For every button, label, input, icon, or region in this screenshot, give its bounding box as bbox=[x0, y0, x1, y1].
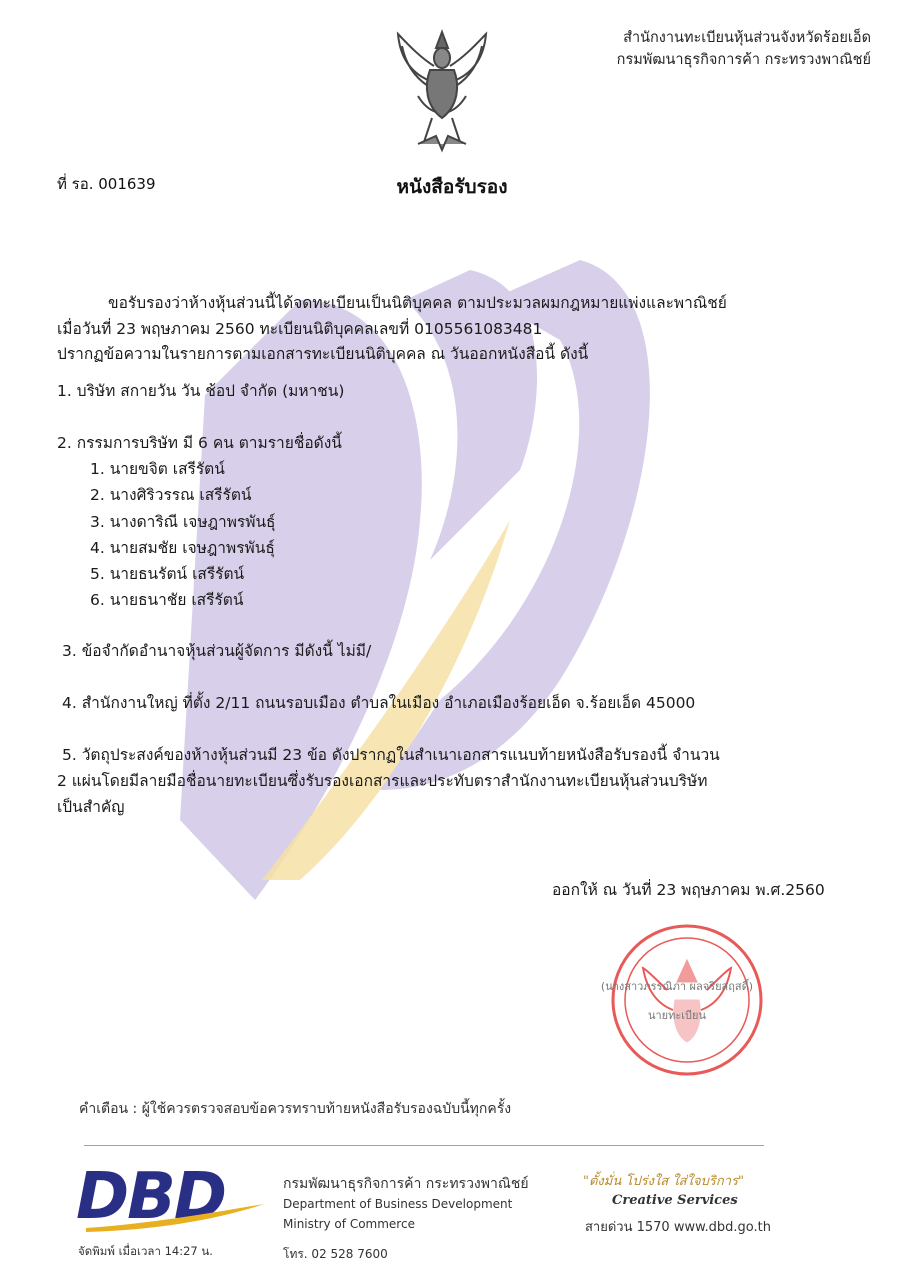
print-time: จัดพิมพ์ เมื่อเวลา 14:27 น. bbox=[78, 1244, 213, 1258]
garuda-emblem bbox=[388, 26, 496, 154]
item-objectives-line-2: 2 แผ่นโดยมีลายมือชื่อนายทะเบียนซึ่งรับรองเอกสารและประทับตราสำนักงานทะเบียนหุ้นส่วนบริษัท bbox=[57, 772, 708, 790]
phone-number: โทร. 02 528 7600 bbox=[283, 1247, 388, 1261]
department-thai: กรมพัฒนาธุรกิจการค้า กระทรวงพาณิชย์ bbox=[283, 1176, 529, 1192]
director-item: 5. นายธนรัตน์ เสรีรัตน์ bbox=[90, 565, 245, 583]
item-restriction: 3. ข้อจำกัดอำนาจหุ้นส่วนผู้จัดการ มีดังนี้ ไม่มี/ bbox=[62, 642, 372, 660]
registrar-position: นายทะเบียน bbox=[647, 1009, 706, 1022]
item-head-office: 4. สำนักงานใหญ่ ที่ตั้ง 2/11 ถนนรอบเมือง ตำบลในเมือง อำเภอเมืองร้อยเอ็ด จ.ร้อยเอ็ด 45000 bbox=[62, 694, 696, 712]
director-item: 3. นางดาริณี เจษฎาพรพันธุ์ bbox=[90, 513, 276, 531]
official-seal bbox=[597, 920, 777, 1080]
registrar-name: (นางสาวภรรณิภา ผลจริยสฤสดิ์) bbox=[600, 980, 754, 993]
item-objectives-line-1: 5. วัตถุประสงค์ของห้างหุ้นส่วนมี 23 ข้อ ดังปรากฏในสำเนาเอกสารแนบท้ายหนังสือรับรองนี้ จำนวน bbox=[62, 746, 720, 764]
office-line-2: กรมพัฒนาธุรกิจการค้า กระทรวงพาณิชย์ bbox=[616, 52, 871, 68]
document-title: หนังสือรับรอง bbox=[396, 176, 508, 198]
item-directors: 2. กรรมการบริษัท มี 6 คน ตามรายชื่อดังนี้ bbox=[57, 434, 342, 452]
dbd-logo-text: DBD bbox=[76, 1160, 226, 1234]
intro-line-2: เมื่อวันที่ 23 พฤษภาคม 2560 ทะเบียนนิติบุคคลเลขที่ 0105561083481 bbox=[57, 320, 543, 338]
director-item: 1. นายขจิต เสรีรัตน์ bbox=[90, 460, 225, 478]
hotline-website: สายด่วน 1570 www.dbd.go.th bbox=[585, 1220, 771, 1235]
department-english: Department of Business Development bbox=[283, 1197, 513, 1211]
item-company-name: 1. บริษัท สกายวัน วัน ช้อป จำกัด (มหาชน) bbox=[57, 382, 345, 400]
slogan-thai: "ตั้งมั่น โปร่งใส ใส่ใจบริการ" bbox=[583, 1174, 744, 1189]
footer-divider bbox=[84, 1145, 764, 1146]
ministry-english: Ministry of Commerce bbox=[283, 1217, 415, 1231]
intro-line-3: ปรากฏข้อความในรายการตามเอกสารทะเบียนนิติบุคคล ณ วันออกหนังสือนี้ ดังนี้ bbox=[57, 345, 589, 363]
dbd-logo bbox=[76, 1162, 266, 1237]
issued-date: ออกให้ ณ วันที่ 23 พฤษภาคม พ.ศ.2560 bbox=[552, 881, 825, 899]
director-item: 2. นางศิริวรรณ เสรีรัตน์ bbox=[90, 486, 252, 504]
office-line-1: สำนักงานทะเบียนหุ้นส่วนจังหวัดร้อยเอ็ด bbox=[623, 30, 871, 46]
warning-notice: คำเตือน : ผู้ใช้ควรตรวจสอบข้อควรทราบท้ายหนังสือรับรองฉบับนี้ทุกครั้ง bbox=[79, 1101, 512, 1117]
director-item: 4. นายสมชัย เจษฎาพรพันธุ์ bbox=[90, 539, 275, 557]
director-item: 6. นายธนาชัย เสรีรัตน์ bbox=[90, 591, 244, 609]
intro-line-1: ขอรับรองว่าห้างหุ้นส่วนนี้ได้จดทะเบียนเป็นนิติบุคคล ตามประมวลผมกฎหมายแพ่งและพาณิชย์ bbox=[108, 294, 727, 312]
reference-number: ที่ รอ. 001639 bbox=[57, 175, 156, 193]
item-objectives-line-3: เป็นสำคัญ bbox=[57, 798, 125, 816]
slogan-english: Creative Services bbox=[612, 1193, 738, 1208]
logo-swoosh bbox=[86, 1202, 266, 1232]
